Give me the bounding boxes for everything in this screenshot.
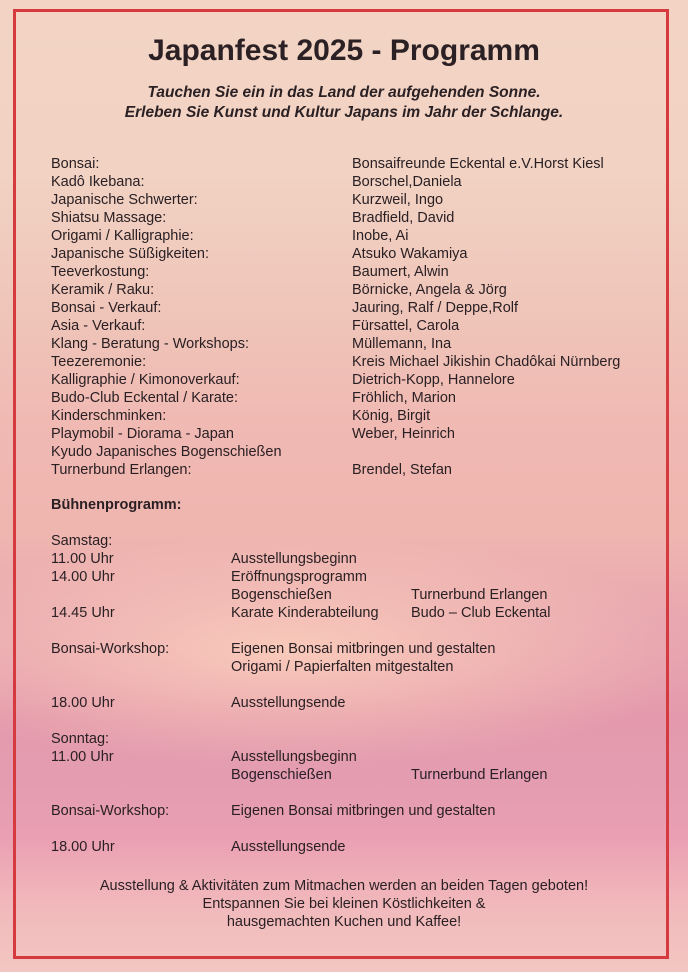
- schedule-performer: Turnerbund Erlangen: [411, 587, 548, 603]
- schedule-event: Ausstellungsende: [231, 839, 346, 855]
- exhibitor-person: König, Birgit: [352, 408, 431, 424]
- exhibitor-activity: Kalligraphie / Kimonoverkauf:: [51, 372, 240, 388]
- schedule-event: Ausstellungsende: [231, 695, 346, 711]
- exhibitor-person: Kreis Michael Jikishin Chadôkai Nürnberg: [352, 354, 621, 370]
- exhibitor-person: Atsuko Wakamiya: [352, 246, 468, 262]
- schedule-time: 11.00 Uhr: [51, 551, 114, 567]
- exhibitor-person: Dietrich-Kopp, Hannelore: [352, 372, 515, 388]
- exhibitor-person: Müllemann, Ina: [352, 336, 452, 352]
- exhibitor-person: Bonsaifreunde Eckental e.V.Horst Kiesl: [352, 156, 604, 172]
- exhibitor-person: Borschel,Daniela: [352, 174, 462, 190]
- exhibitor-person: Bradfield, David: [352, 210, 455, 226]
- exhibitor-activity: Teeverkostung:: [51, 264, 150, 280]
- schedule-event: Eigenen Bonsai mitbringen und gestalten: [231, 803, 496, 819]
- exhibitor-activity: Asia - Verkauf:: [51, 318, 146, 334]
- schedule-event: Karate Kinderabteilung: [231, 605, 379, 621]
- exhibitor-person: Börnicke, Angela & Jörg: [352, 282, 507, 298]
- exhibitor-activity: Keramik / Raku:: [51, 282, 155, 298]
- exhibitor-person: Inobe, Ai: [352, 228, 409, 244]
- schedule-event: Eigenen Bonsai mitbringen und gestalten: [231, 641, 496, 657]
- stage-program-heading: Bühnenprogramm:: [51, 497, 182, 513]
- exhibitor-activity: Japanische Schwerter:: [51, 192, 198, 208]
- exhibitor-person: Kurzweil, Ingo: [352, 192, 444, 208]
- exhibitor-person: Fürsattel, Carola: [352, 318, 460, 334]
- schedule-workshop-label: Bonsai-Workshop:: [51, 803, 170, 819]
- schedule-time: 14.45 Uhr: [51, 605, 115, 621]
- schedule-event: Bogenschießen: [231, 587, 332, 603]
- schedule-workshop-label: Bonsai-Workshop:: [51, 641, 170, 657]
- exhibitor-activity: Turnerbund Erlangen:: [51, 462, 192, 478]
- schedule-event: Bogenschießen: [231, 767, 332, 783]
- exhibitor-activity: Teezeremonie:: [51, 354, 147, 370]
- exhibitor-person: Brendel, Stefan: [352, 462, 452, 478]
- exhibitor-person: Jauring, Ralf / Deppe,Rolf: [352, 300, 519, 316]
- schedule-time: 18.00 Uhr: [51, 839, 115, 855]
- exhibitor-activity: Kadô Ikebana:: [51, 174, 145, 190]
- exhibitor-activity: Klang - Beratung - Workshops:: [51, 336, 249, 352]
- subtitle-line-1: Tauchen Sie ein in das Land der aufgehenden Sonne.: [147, 84, 541, 101]
- schedule-event: Ausstellungsbeginn: [231, 551, 357, 567]
- schedule-day-sunday: Sonntag:: [51, 731, 110, 747]
- schedule-time: 11.00 Uhr: [51, 749, 114, 765]
- footer-line-1: Ausstellung & Aktivitäten zum Mitmachen werden an beiden Tagen geboten!: [99, 878, 589, 894]
- exhibitor-activity: Bonsai - Verkauf:: [51, 300, 162, 316]
- exhibitor-activity: Shiatsu Massage:: [51, 210, 167, 226]
- schedule-event: Origami / Papierfalten mitgestalten: [231, 659, 454, 675]
- schedule-performer: Budo – Club Eckental: [411, 605, 551, 621]
- exhibitor-person: Fröhlich, Marion: [352, 390, 456, 406]
- exhibitor-activity: Budo-Club Eckental / Karate:: [51, 390, 238, 406]
- schedule-time: 14.00 Uhr: [51, 569, 115, 585]
- exhibitor-activity: Japanische Süßigkeiten:: [51, 246, 209, 262]
- exhibitor-activity: Bonsai:: [51, 156, 100, 172]
- page-title: Japanfest 2025 - Programm: [148, 34, 540, 67]
- exhibitor-activity: Kyudo Japanisches Bogenschießen: [51, 444, 282, 460]
- schedule-performer: Turnerbund Erlangen: [411, 767, 548, 783]
- footer-line-2: Entspannen Sie bei kleinen Köstlichkeiten &: [202, 896, 486, 912]
- schedule-time: 18.00 Uhr: [51, 695, 115, 711]
- schedule-event: Ausstellungsbeginn: [231, 749, 357, 765]
- exhibitor-activity: Origami / Kalligraphie:: [51, 228, 194, 244]
- schedule-event: Eröffnungsprogramm: [231, 569, 367, 585]
- exhibitor-activity: Kinderschminken:: [51, 408, 167, 424]
- exhibitor-activity: Playmobil - Diorama - Japan: [51, 426, 234, 442]
- subtitle-line-2: Erleben Sie Kunst und Kultur Japans im Jahr der Schlange.: [124, 104, 564, 121]
- exhibitor-person: Weber, Heinrich: [352, 426, 455, 442]
- exhibitor-person: Baumert, Alwin: [352, 264, 449, 280]
- schedule-day-saturday: Samstag:: [51, 533, 113, 549]
- footer-line-3: hausgemachten Kuchen und Kaffee!: [226, 914, 462, 930]
